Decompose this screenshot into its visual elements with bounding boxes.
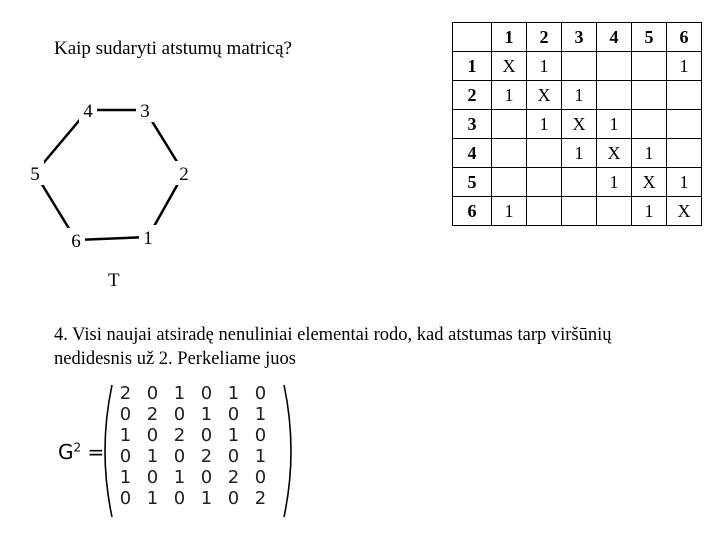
matrix-cell: 1 — [200, 404, 213, 425]
matrix-cell: 2 — [200, 446, 213, 467]
slide-title: Kaip sudaryti atstumų matricą? — [54, 38, 292, 59]
table-row — [453, 81, 702, 110]
table-cell — [527, 168, 562, 197]
row-header: 3 — [453, 110, 492, 139]
column-header: 2 — [527, 23, 562, 52]
matrix-cell: 0 — [254, 467, 267, 488]
table-cell — [632, 81, 667, 110]
table-cell: X — [632, 168, 667, 197]
graph-node-label: 2 — [179, 164, 189, 185]
matrix-cell: 0 — [227, 446, 240, 467]
matrix-cell: 1 — [227, 425, 240, 446]
paragraph-line-2: nedidesnis už 2. Perkeliame juos — [54, 349, 296, 369]
column-header: 6 — [667, 23, 702, 52]
matrix-cell: 0 — [119, 404, 132, 425]
matrix-power: 2 — [73, 440, 82, 455]
adjacency-table — [452, 22, 702, 226]
table-cell: 1 — [597, 168, 632, 197]
tree-label: T — [108, 270, 120, 291]
matrix-cell: 2 — [227, 467, 240, 488]
table-row — [453, 110, 702, 139]
matrix-cell: 0 — [146, 425, 159, 446]
matrix-cell: 0 — [146, 383, 159, 404]
graph-node-label: 1 — [143, 228, 153, 249]
row-header: 4 — [453, 139, 492, 168]
table-cell — [527, 197, 562, 226]
matrix-equals: = — [87, 440, 105, 464]
column-header: 1 — [492, 23, 527, 52]
matrix-cell: 1 — [146, 446, 159, 467]
matrix-cell: 1 — [146, 488, 159, 509]
table-header-row — [453, 23, 702, 52]
matrix-cell: 0 — [200, 467, 213, 488]
row-header: 5 — [453, 168, 492, 197]
table-row — [453, 52, 702, 81]
table-cell: 1 — [492, 81, 527, 110]
explanation-paragraph — [54, 323, 694, 371]
table-cell: 1 — [527, 52, 562, 81]
column-header: 4 — [597, 23, 632, 52]
left-paren — [105, 385, 112, 517]
matrix-cell: 0 — [119, 446, 132, 467]
row-header: 2 — [453, 81, 492, 110]
matrix-cell: 0 — [146, 467, 159, 488]
matrix-symbol: G — [58, 440, 74, 464]
matrix-cell: 0 — [227, 488, 240, 509]
matrix-cell: 2 — [254, 488, 267, 509]
matrix-cell: 0 — [119, 488, 132, 509]
matrix-cell: 1 — [254, 446, 267, 467]
matrix-cell: 1 — [227, 383, 240, 404]
paragraph-line-1: 4. Visi naujai atsiradę nenuliniai elementai rodo, kad atstumas tarp viršūnių — [54, 325, 612, 345]
matrix-cell: 1 — [173, 467, 186, 488]
graph-node-label: 6 — [71, 231, 81, 252]
table-cell — [492, 110, 527, 139]
table-row — [453, 197, 702, 226]
table-cell: X — [492, 52, 527, 81]
matrix-cell: 1 — [254, 404, 267, 425]
distance-matrix — [112, 383, 274, 509]
table-cell: 1 — [632, 139, 667, 168]
column-header — [453, 23, 492, 52]
hexagon-graph — [0, 80, 230, 270]
row-header: 1 — [453, 52, 492, 81]
right-paren — [284, 385, 291, 517]
table-cell: 1 — [562, 139, 597, 168]
table-cell — [597, 52, 632, 81]
graph-node-label: 5 — [30, 164, 40, 185]
matrix-cell: 0 — [173, 404, 186, 425]
table-cell: 1 — [597, 110, 632, 139]
table-row — [453, 168, 702, 197]
table-cell: 1 — [632, 197, 667, 226]
graph-node-label: 4 — [83, 101, 93, 122]
table-cell — [597, 197, 632, 226]
table-cell — [492, 139, 527, 168]
table-cell: X — [597, 139, 632, 168]
table-cell: X — [527, 81, 562, 110]
table-cell — [562, 197, 597, 226]
row-header: 6 — [453, 197, 492, 226]
matrix-cell: 0 — [227, 404, 240, 425]
table-cell: 1 — [667, 52, 702, 81]
table-cell: 1 — [527, 110, 562, 139]
column-header: 3 — [562, 23, 597, 52]
table-cell — [527, 139, 562, 168]
table-cell — [562, 52, 597, 81]
table-cell — [667, 110, 702, 139]
table-cell — [667, 81, 702, 110]
table-cell — [632, 110, 667, 139]
table-cell — [667, 139, 702, 168]
matrix-cell: 0 — [254, 383, 267, 404]
matrix-cell: 2 — [146, 404, 159, 425]
table-cell — [632, 52, 667, 81]
graph-edge — [76, 237, 148, 240]
matrix-cell: 0 — [200, 425, 213, 446]
matrix-cell: 1 — [200, 488, 213, 509]
table-row — [453, 139, 702, 168]
table-cell: 1 — [492, 197, 527, 226]
matrix-cell: 0 — [254, 425, 267, 446]
matrix-cell: 0 — [173, 488, 186, 509]
matrix-cell: 1 — [119, 425, 132, 446]
table-cell — [562, 168, 597, 197]
table-cell: X — [667, 197, 702, 226]
matrix-cell: 0 — [173, 446, 186, 467]
matrix-cell: 2 — [173, 425, 186, 446]
table-cell: 1 — [562, 81, 597, 110]
matrix-cell: 0 — [200, 383, 213, 404]
table-cell: X — [562, 110, 597, 139]
matrix-cell: 1 — [119, 467, 132, 488]
matrix-cell: 2 — [119, 383, 132, 404]
table-cell — [492, 168, 527, 197]
column-header: 5 — [632, 23, 667, 52]
graph-node-label: 3 — [140, 101, 150, 122]
table-cell — [597, 81, 632, 110]
table-cell: 1 — [667, 168, 702, 197]
matrix-cell: 1 — [173, 383, 186, 404]
